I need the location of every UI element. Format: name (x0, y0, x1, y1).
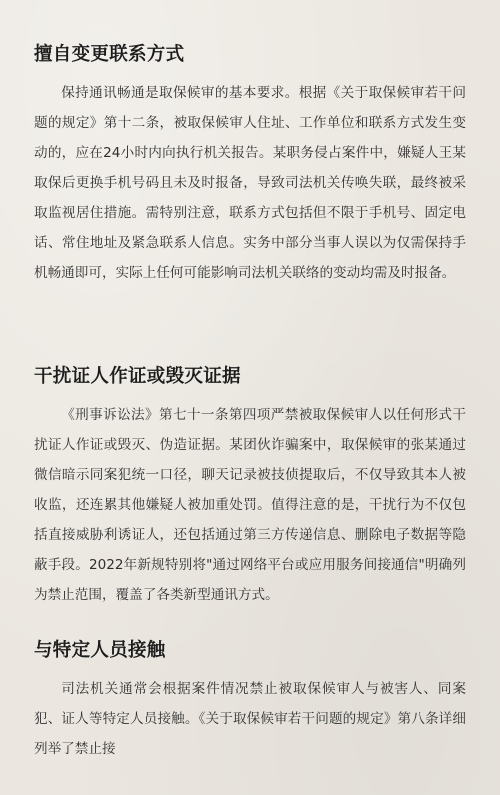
section-paragraph: 《刑事诉讼法》第七十一条第四项严禁被取保候审人以任何形式干扰证人作证或毁灭、伪造证据。某团伙诈骗案中，取保候审的张某通过微信暗示同案犯统一口径，聊天记录被技侦提取后，不仅导致其本人被收监，还连累其他嫌疑人被加重处罚。值得注意的是，干扰行为不仅包括直接威胁利诱证人，还包括通过第三方传递信息、删除电子数据等隐蔽手段。2022年新规特别将"通过网络平台或应用服务间接通信"明确列为禁止范围，覆盖了各类新型通讯方式。 (34, 407, 466, 603)
section-heading: 擅自变更联系方式 (34, 44, 185, 65)
section-paragraph: 保持通讯畅通是取保候审的基本要求。根据《关于取保候审若干问题的规定》第十二条，被取保候审人住址、工作单位和联系方式发生变动的，应在24小时内向执行机关报告。某职务侵占案件中，嫌疑人王某取保后更换手机号码且未及时报备，导致司法机关传唤失联，最终被采取监视居住措施。需特别注意，联系方式包括但不限于手机号、固定电话、常住地址及紧急联系人信息。实务中部分当事人误以为仅需保持手机畅通即可，实际上任何可能影响司法机关联络的变动均需及时报备。 (34, 85, 466, 281)
section-heading: 与特定人员接触 (34, 640, 166, 661)
section-contact-restriction (0, 636, 500, 764)
section-heading: 干扰证人作证或毁灭证据 (34, 366, 241, 387)
section-contact-change (0, 40, 500, 288)
section-paragraph: 司法机关通常会根据案件情况禁止被取保候审人与被害人、同案犯、证人等特定人员接触。《关于取保候审若干问题的规定》第八条详细列举了禁止接 (34, 681, 466, 757)
section-witness-interference (0, 362, 500, 610)
